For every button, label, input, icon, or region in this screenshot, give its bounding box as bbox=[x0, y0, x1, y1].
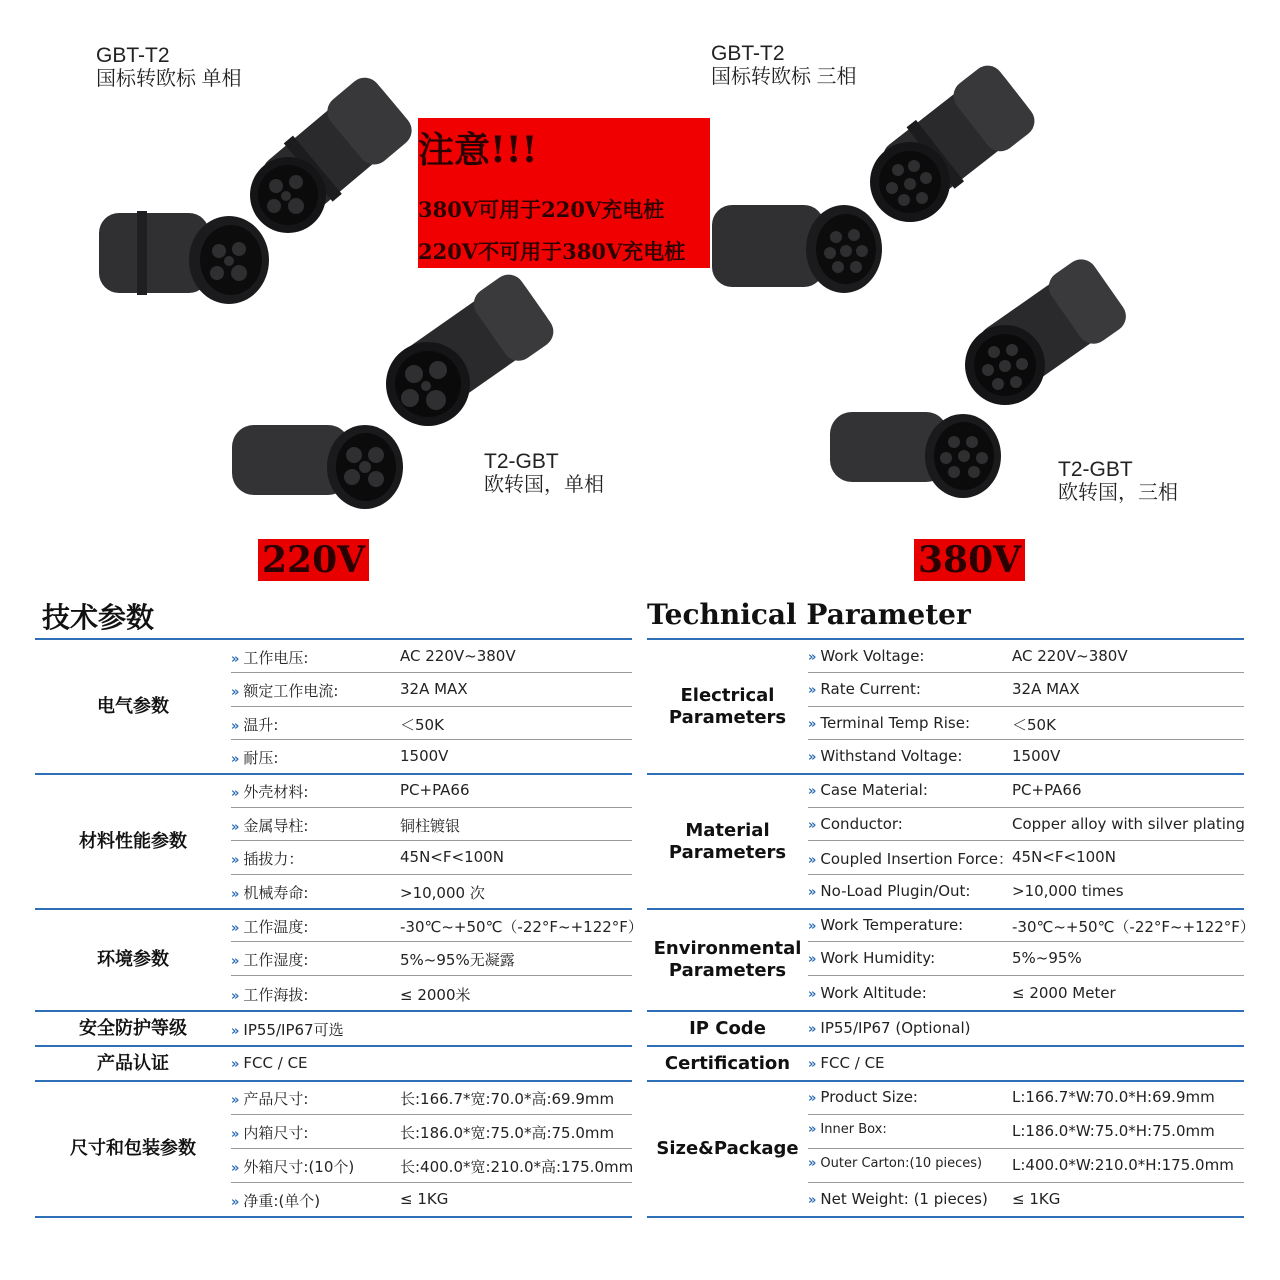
row-label-text: Inner Box: bbox=[820, 1122, 887, 1137]
row-label-text: 外箱尺寸:(10个) bbox=[243, 1158, 355, 1176]
row-label-text: IP55/IP67可选 bbox=[243, 1020, 344, 1039]
bullet-arrow-icon: » bbox=[231, 1195, 240, 1210]
voltage-badge-220v: 220V bbox=[258, 539, 369, 581]
row-label-text: 额定工作电流: bbox=[243, 682, 339, 700]
row-label bbox=[231, 714, 278, 735]
row-label-text: 工作电压: bbox=[243, 648, 309, 667]
group-label-ip: IP Code bbox=[689, 1017, 766, 1039]
row-label-text: 耐压: bbox=[243, 749, 279, 767]
row-divider bbox=[808, 1148, 1244, 1149]
row-value: 5%~95%无凝露 bbox=[400, 951, 515, 969]
bullet-arrow-icon: » bbox=[231, 954, 240, 969]
bullet-arrow-icon: » bbox=[231, 853, 240, 868]
row-value: 45N<F<100N bbox=[1012, 848, 1116, 866]
bullet-arrow-icon: » bbox=[231, 1023, 240, 1039]
bullet-arrow-icon: » bbox=[231, 920, 240, 936]
connector-image-t2-gbt-single-b bbox=[230, 415, 405, 515]
connector-image-gbt-t2-single-b bbox=[97, 205, 272, 315]
notice-line-2: 220V不可用于380V充电桩 bbox=[418, 239, 686, 264]
row-value: -30℃~+50℃（-22°F~+122°F） bbox=[1012, 917, 1255, 936]
row-value: 1500V bbox=[400, 747, 449, 765]
row-value: PC+PA66 bbox=[400, 781, 470, 799]
row-value: AC 220V~380V bbox=[1012, 646, 1128, 665]
bullet-arrow-icon: » bbox=[808, 1021, 817, 1037]
row-label-text: No-Load Plugin/Out: bbox=[820, 882, 971, 900]
row-label bbox=[231, 647, 308, 668]
bullet-arrow-icon: » bbox=[808, 1056, 817, 1072]
row-value: 长:400.0*宽:210.0*高:175.0mm bbox=[400, 1158, 634, 1176]
row-label bbox=[808, 916, 963, 934]
row-label-text: Outer Carton:(10 pieces) bbox=[820, 1156, 983, 1171]
row-divider bbox=[231, 1182, 632, 1183]
group-label-environment: 环境参数 bbox=[97, 949, 169, 970]
product-desc: 国标转欧标 三相 bbox=[711, 66, 857, 89]
row-value: ＜50K bbox=[400, 715, 444, 734]
row-divider bbox=[808, 1114, 1244, 1115]
row-divider bbox=[808, 1182, 1244, 1183]
row-value: >10,000 次 bbox=[400, 884, 485, 902]
row-label-text: Product Size: bbox=[820, 1088, 918, 1106]
row-label-text: 工作湿度: bbox=[243, 951, 309, 969]
row-label bbox=[808, 984, 927, 1002]
row-label-text: IP55/IP67 (Optional) bbox=[820, 1018, 971, 1037]
row-value: 5%~95% bbox=[1012, 949, 1082, 967]
row-label bbox=[231, 984, 308, 1005]
row-label bbox=[808, 1190, 988, 1208]
row-label-text: Work Voltage: bbox=[820, 646, 925, 665]
row-label-text: FCC / CE bbox=[243, 1053, 308, 1072]
product-code: GBT-T2 bbox=[711, 42, 785, 65]
group-label-electrical: 电气参数 bbox=[97, 696, 169, 717]
row-label bbox=[231, 747, 278, 768]
bullet-arrow-icon: » bbox=[231, 887, 240, 902]
row-value: ≤ 2000 Meter bbox=[1012, 983, 1116, 1002]
row-divider bbox=[808, 941, 1244, 942]
row-label-text: Case Material: bbox=[820, 781, 928, 799]
product-code: GBT-T2 bbox=[96, 44, 170, 67]
row-divider bbox=[808, 672, 1244, 673]
product-desc: 国标转欧标 单相 bbox=[96, 68, 242, 91]
row-label bbox=[808, 714, 970, 732]
row-divider bbox=[808, 739, 1244, 740]
group-label-size: Size&Package bbox=[656, 1138, 799, 1159]
row-divider bbox=[231, 975, 632, 976]
en-table-title: Technical Parameter bbox=[647, 598, 971, 631]
row-label bbox=[808, 1054, 885, 1072]
row-label bbox=[808, 882, 970, 900]
row-divider bbox=[808, 807, 1244, 808]
row-divider bbox=[231, 1114, 632, 1115]
row-label bbox=[808, 848, 1013, 869]
row-label bbox=[231, 882, 308, 903]
row-label bbox=[808, 647, 924, 665]
row-label bbox=[808, 1122, 887, 1137]
row-label bbox=[231, 949, 308, 970]
row-value: ＜50K bbox=[1012, 715, 1056, 734]
row-label-text: Work Temperature: bbox=[820, 915, 964, 934]
row-divider bbox=[231, 739, 632, 740]
row-label bbox=[231, 916, 308, 937]
connector-image-t2-gbt-three-b bbox=[828, 404, 1003, 504]
row-label-text: Conductor: bbox=[820, 814, 903, 833]
row-label-text: Terminal Temp Rise: bbox=[820, 713, 970, 732]
voltage-badge-380v: 380V bbox=[914, 539, 1025, 581]
product-desc: 欧转国，三相 bbox=[1058, 482, 1178, 505]
row-label bbox=[808, 680, 921, 698]
group-label-environment: Environmental Parameters bbox=[653, 938, 802, 981]
row-value: L:400.0*W:210.0*H:175.0mm bbox=[1012, 1156, 1234, 1174]
group-divider bbox=[35, 1216, 632, 1218]
bullet-arrow-icon: » bbox=[231, 1127, 240, 1142]
row-value: 45N<F<100N bbox=[400, 848, 504, 866]
bullet-arrow-icon: » bbox=[231, 685, 240, 700]
row-label-text: 产品尺寸: bbox=[243, 1090, 309, 1108]
row-divider bbox=[808, 706, 1244, 707]
bullet-arrow-icon: » bbox=[808, 683, 817, 698]
bullet-arrow-icon: » bbox=[808, 918, 817, 934]
group-label-cert: Certification bbox=[664, 1052, 791, 1074]
label-gbt-t2-single bbox=[96, 44, 242, 91]
row-value: -30℃~+50℃（-22°F~+122°F） bbox=[400, 917, 643, 936]
row-divider bbox=[231, 1148, 632, 1149]
row-label-text: 工作温度: bbox=[243, 917, 309, 936]
row-label bbox=[231, 815, 308, 836]
group-label-ip: 安全防护等级 bbox=[79, 1017, 187, 1039]
row-divider bbox=[808, 840, 1244, 841]
row-label bbox=[231, 1054, 308, 1072]
connector-image-gbt-t2-three-a bbox=[862, 60, 1042, 225]
bullet-arrow-icon: » bbox=[808, 649, 817, 665]
row-label bbox=[231, 1088, 308, 1109]
notice-title: 注意!!! bbox=[418, 129, 538, 171]
row-label-text: Work Humidity: bbox=[820, 949, 936, 967]
row-value: PC+PA66 bbox=[1012, 781, 1082, 799]
bullet-arrow-icon: » bbox=[808, 1156, 817, 1171]
bullet-arrow-icon: » bbox=[808, 1091, 817, 1106]
row-label-text: Withstand Voltage: bbox=[820, 747, 963, 765]
row-value: 32A MAX bbox=[400, 680, 468, 698]
row-value: ≤ 2000米 bbox=[400, 985, 471, 1004]
group-label-electrical: Electrical Parameters bbox=[668, 685, 787, 728]
label-t2-gbt-three bbox=[1058, 458, 1178, 505]
bullet-arrow-icon: » bbox=[808, 784, 817, 799]
bullet-arrow-icon: » bbox=[231, 1056, 240, 1072]
row-label bbox=[231, 1190, 320, 1211]
row-value: 32A MAX bbox=[1012, 680, 1080, 698]
row-value: L:166.7*W:70.0*H:69.9mm bbox=[1012, 1088, 1215, 1106]
row-label bbox=[231, 1122, 308, 1143]
product-desc: 欧转国，单相 bbox=[484, 474, 604, 497]
bullet-arrow-icon: » bbox=[231, 718, 240, 734]
row-label bbox=[808, 815, 903, 833]
bullet-arrow-icon: » bbox=[808, 853, 817, 868]
row-divider bbox=[231, 706, 632, 707]
bullet-arrow-icon: » bbox=[808, 952, 817, 967]
row-divider bbox=[231, 672, 632, 673]
row-label-text: FCC / CE bbox=[820, 1053, 885, 1072]
row-label-text: Net Weight: (1 pieces) bbox=[820, 1190, 988, 1208]
bullet-arrow-icon: » bbox=[808, 716, 817, 732]
row-label-text: 金属导柱: bbox=[243, 816, 309, 835]
bullet-arrow-icon: » bbox=[231, 819, 240, 835]
row-label bbox=[808, 781, 928, 799]
row-divider bbox=[808, 874, 1244, 875]
warning-notice bbox=[418, 118, 710, 268]
zh-table-title: 技术参数 bbox=[42, 601, 155, 634]
product-code: T2-GBT bbox=[484, 450, 559, 473]
group-label-size: 尺寸和包装参数 bbox=[70, 1138, 196, 1159]
row-label-text: Rate Current: bbox=[820, 680, 921, 698]
group-label-material: Material Parameters bbox=[668, 819, 787, 863]
bullet-arrow-icon: » bbox=[231, 752, 240, 767]
row-label bbox=[808, 1088, 918, 1106]
row-value: ≤ 1KG bbox=[400, 1190, 449, 1208]
row-label-text: 净重:(单个) bbox=[243, 1192, 321, 1210]
row-label bbox=[231, 680, 338, 701]
group-label-cert: 产品认证 bbox=[97, 1052, 169, 1074]
bullet-arrow-icon: » bbox=[231, 988, 240, 1004]
row-label-text: Coupled Insertion Force： bbox=[820, 850, 1013, 868]
row-divider bbox=[231, 941, 632, 942]
notice-line-1: 380V可用于220V充电桩 bbox=[418, 197, 665, 222]
row-label bbox=[808, 1019, 970, 1037]
row-value: AC 220V~380V bbox=[400, 646, 516, 665]
row-value: ≤ 1KG bbox=[1012, 1190, 1061, 1208]
row-divider bbox=[808, 975, 1244, 976]
row-label bbox=[808, 1156, 982, 1171]
row-value: 长:186.0*宽:75.0*高:75.0mm bbox=[400, 1124, 615, 1142]
label-t2-gbt-single bbox=[484, 450, 604, 497]
row-value: 1500V bbox=[1012, 747, 1061, 765]
row-value: 长:166.7*宽:70.0*高:69.9mm bbox=[400, 1090, 615, 1108]
row-label bbox=[231, 848, 303, 869]
group-divider bbox=[647, 1216, 1244, 1218]
row-label bbox=[231, 1156, 354, 1177]
row-label-text: 机械寿命: bbox=[243, 884, 309, 902]
row-value: >10,000 times bbox=[1012, 882, 1124, 900]
row-label bbox=[231, 781, 308, 802]
bullet-arrow-icon: » bbox=[808, 986, 817, 1002]
bullet-arrow-icon: » bbox=[808, 817, 817, 833]
row-label bbox=[231, 1019, 344, 1040]
bullet-arrow-icon: » bbox=[231, 1093, 240, 1108]
connector-image-t2-gbt-single-a bbox=[380, 262, 560, 432]
row-divider bbox=[231, 874, 632, 875]
bullet-arrow-icon: » bbox=[231, 786, 240, 801]
bullet-arrow-icon: » bbox=[808, 1193, 817, 1208]
bullet-arrow-icon: » bbox=[231, 1161, 240, 1176]
connector-image-gbt-t2-three-b bbox=[710, 197, 885, 302]
row-divider bbox=[231, 807, 632, 808]
row-value: L:186.0*W:75.0*H:75.0mm bbox=[1012, 1122, 1215, 1140]
label-gbt-t2-three bbox=[711, 42, 857, 89]
bullet-arrow-icon: » bbox=[808, 750, 817, 765]
bullet-arrow-icon: » bbox=[808, 885, 817, 900]
row-label bbox=[808, 747, 962, 765]
row-label bbox=[808, 949, 935, 967]
row-label-text: 工作海拔: bbox=[243, 985, 309, 1004]
row-label-text: 内箱尺寸: bbox=[243, 1124, 309, 1142]
row-label-text: 插拔力： bbox=[243, 850, 304, 868]
row-divider bbox=[231, 840, 632, 841]
row-label-text: 温升: bbox=[243, 715, 279, 734]
bullet-arrow-icon: » bbox=[808, 1122, 817, 1137]
connector-image-t2-gbt-three-a bbox=[960, 250, 1130, 410]
product-code: T2-GBT bbox=[1058, 458, 1133, 481]
row-value: 铜柱镀银 bbox=[400, 816, 461, 835]
group-label-material: 材料性能参数 bbox=[79, 830, 187, 852]
bullet-arrow-icon: » bbox=[231, 651, 240, 667]
row-label-text: 外壳材料: bbox=[243, 783, 309, 801]
row-label-text: Work Altitude: bbox=[820, 983, 927, 1002]
row-value: Copper alloy with silver plating bbox=[1012, 814, 1245, 833]
